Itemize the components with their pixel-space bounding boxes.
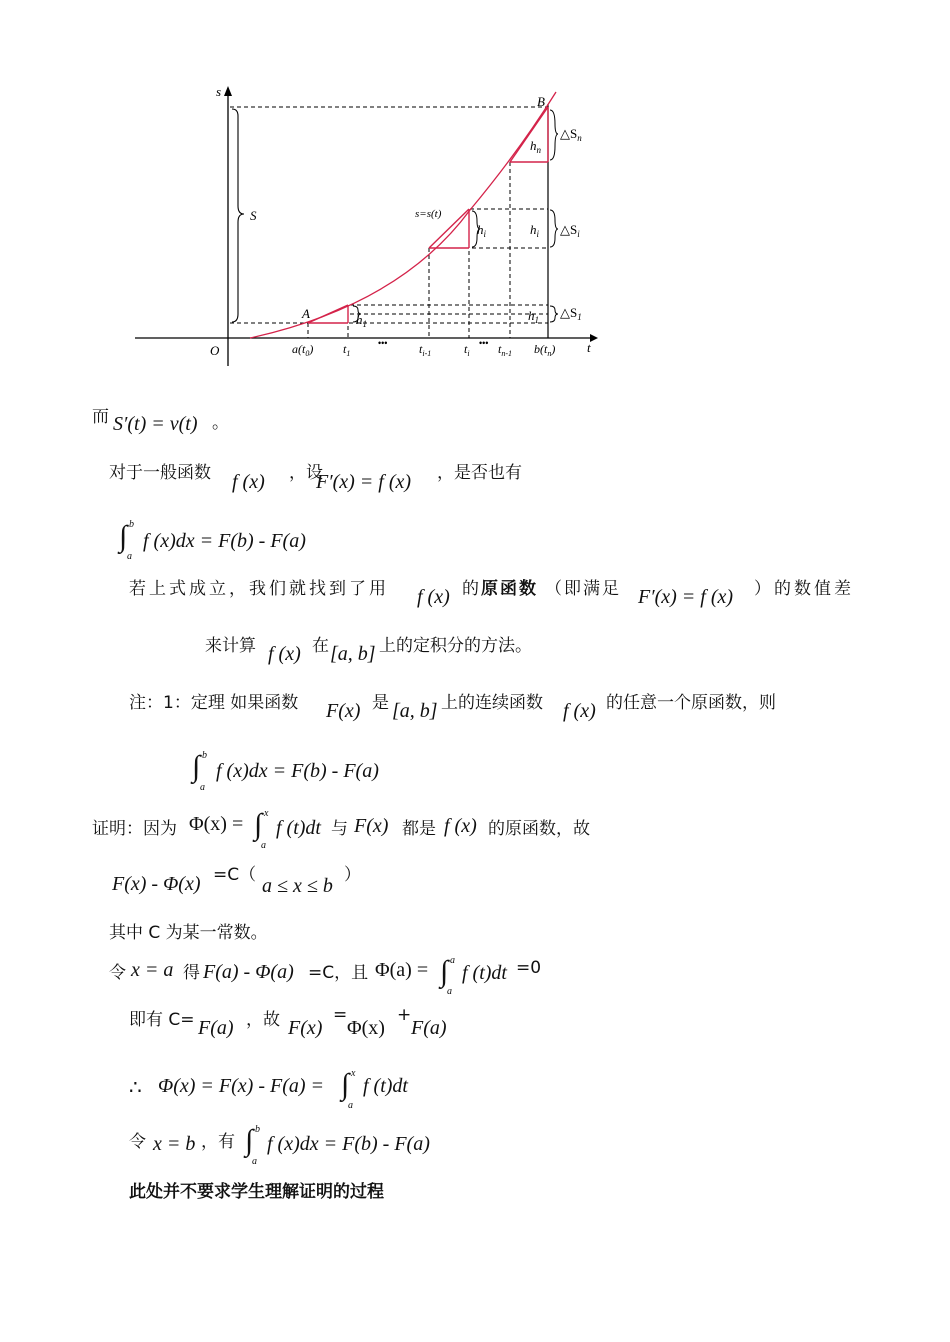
l6-text4: 的任意一个原函数，则 xyxy=(606,693,776,713)
tick-tn-1: $t_{n-1}$ xyxy=(498,342,513,358)
hn-label: $h_n$ xyxy=(530,138,541,155)
l3-expr: f (x)dx = F(b) - F(a) xyxy=(143,530,306,552)
l12-phi: Φ(x) xyxy=(347,1017,385,1039)
l15-note: 此处并不要求学生理解证明的过程 xyxy=(129,1182,384,1202)
dots-1: ••• xyxy=(378,338,388,348)
l8-upper-limit: x xyxy=(264,808,269,819)
delta-si-label: $\triangle S_i$ xyxy=(560,222,580,239)
l11-integrand: f (t)dt xyxy=(462,962,507,984)
delta-sn-label: $\triangle S_n$ xyxy=(560,126,582,143)
tick-t1: $t_1$ xyxy=(343,342,351,358)
hi-label-right: $h_i$ xyxy=(530,222,540,239)
l14-lower-limit: a xyxy=(252,1156,257,1167)
l7-expr: f (x)dx = F(b) - F(a) xyxy=(216,760,379,782)
l11-phi: Φ(a) = xyxy=(375,959,429,981)
l6-interval: [a, b] xyxy=(392,700,438,722)
tick-b-tn: $b(t_n)$ xyxy=(534,342,556,358)
tick-a-t0: $a(t_0)$ xyxy=(292,342,314,358)
l8-Fx: F(x) xyxy=(354,815,389,837)
l11-lower-limit: a xyxy=(447,986,452,997)
l4-text4: ）的数值差 xyxy=(754,579,854,599)
l8-fx: f (x) xyxy=(444,815,477,837)
l9-cond: a ≤ x ≤ b xyxy=(262,875,333,897)
l12-text2: ，故 xyxy=(246,1010,280,1030)
l5-interval: [a, b] xyxy=(330,643,376,665)
l4-fx: f (x) xyxy=(417,586,450,608)
l11-text3: =C，且 xyxy=(308,963,369,983)
l14-text2: ，有 xyxy=(201,1132,235,1152)
l12-Fx: F(x) xyxy=(288,1017,323,1039)
l1-prefix: 而 xyxy=(92,407,109,427)
l5-text3: 上的定积分的方法。 xyxy=(379,636,532,656)
l9-eq: =C（ xyxy=(213,865,257,885)
l10-text: 其中 C 为某一常数。 xyxy=(109,923,268,943)
brace-S xyxy=(232,109,244,322)
l14-integral-sign: ∫ xyxy=(245,1124,254,1157)
t-axis-arrow xyxy=(590,334,598,342)
l8-integrand: f (t)dt xyxy=(276,817,321,839)
h1-label-right: $h_1$ xyxy=(528,308,539,325)
l9-close: ） xyxy=(344,865,361,885)
l4-text1: 若上式成立，我们就找到了用 xyxy=(129,579,389,599)
l13-integrand: f (t)dt xyxy=(363,1075,408,1097)
curve-label: s=s(t) xyxy=(415,208,442,220)
l11-text2: 得 xyxy=(183,963,200,983)
s-brace-label: S xyxy=(250,208,257,223)
l13-upper-limit: x xyxy=(351,1068,356,1079)
l4-bold-term: 原函数 xyxy=(481,579,538,599)
l14-text1: 令 xyxy=(129,1132,146,1152)
dots-2: ••• xyxy=(479,338,489,348)
l1-suffix: 。 xyxy=(212,413,229,433)
l3-integral-sign: ∫ xyxy=(119,520,128,553)
hi-label-left: $h_i$ xyxy=(477,222,487,239)
l4-expr: F′(x) = f (x) xyxy=(638,586,734,608)
point-b-label: B xyxy=(537,94,545,109)
l11-text4: =0 xyxy=(516,958,542,978)
l12-text1: 即有 C= xyxy=(129,1010,195,1030)
l2-text1: 对于一般函数 xyxy=(109,463,211,483)
l13-lower-limit: a xyxy=(348,1100,353,1111)
axis-s-label: s xyxy=(216,84,222,99)
l7-lower-limit: a xyxy=(200,782,205,793)
s-axis-arrow xyxy=(224,86,232,96)
l8-lower-limit: a xyxy=(261,840,266,851)
l8-text2: 与 xyxy=(331,819,348,839)
l12-Fa: F(a) xyxy=(198,1017,234,1039)
l2-text3: ，是否也有 xyxy=(437,463,522,483)
l6-text3: 上的连续函数 xyxy=(441,693,543,713)
l7-integral-sign: ∫ xyxy=(192,750,201,783)
l14-upper-limit: b xyxy=(255,1124,260,1135)
l8-text4: 的原函数，故 xyxy=(488,819,590,839)
l14-expr: f (x)dx = F(b) - F(a) xyxy=(267,1133,430,1155)
l11-x-eq: x = a xyxy=(131,959,174,981)
l2-fx: f (x) xyxy=(232,471,265,493)
l8-integral-sign: ∫ xyxy=(254,808,263,841)
l13-integral-sign: ∫ xyxy=(341,1068,350,1101)
l11-upper-limit: a xyxy=(450,955,455,966)
h1-label: $h_1$ xyxy=(356,312,367,329)
l12-Fa2: F(a) xyxy=(411,1017,447,1039)
l2-text2: ，设 xyxy=(289,463,323,483)
l2-expr: F′(x) = f (x) xyxy=(316,471,412,493)
point-a-label: A xyxy=(302,306,310,321)
tick-ti: $t_i$ xyxy=(464,342,470,358)
l6-fx: f (x) xyxy=(563,700,596,722)
l7-upper-limit: b xyxy=(202,750,207,761)
l11-text1: 令 xyxy=(109,963,126,983)
l13-expr: Φ(x) = F(x) - F(a) = xyxy=(158,1075,325,1097)
l12-plus: + xyxy=(397,1005,412,1025)
l5-text1: 来计算 xyxy=(205,636,256,656)
l3-lower-limit: a xyxy=(127,551,132,562)
l8-text1: 证明：因为 xyxy=(92,819,177,839)
l6-Fx: F(x) xyxy=(326,700,361,722)
tick-ti-1: $t_{i-1}$ xyxy=(419,342,432,358)
l1-expr: S′(t) = v(t) xyxy=(113,413,198,435)
l6-text2: 是 xyxy=(372,693,389,713)
l6-text1: 注：1：定理 如果函数 xyxy=(129,693,299,713)
l12-eq: = xyxy=(333,1005,348,1025)
l4-text3: （即满足 xyxy=(545,579,621,599)
l11-expr: F(a) - Φ(a) xyxy=(203,961,294,983)
l13-therefore: ∴ xyxy=(129,1077,142,1099)
l3-upper-limit: b xyxy=(129,519,134,530)
l4-text2: 的 xyxy=(462,579,479,599)
axis-t-label: t xyxy=(587,340,591,355)
origin-label: O xyxy=(210,343,220,358)
l14-x-eq: x = b xyxy=(153,1133,196,1155)
l8-text3: 都是 xyxy=(402,819,436,839)
l5-text2: 在 xyxy=(312,636,329,656)
l9-expr: F(x) - Φ(x) xyxy=(112,873,201,895)
delta-s1-label: $\triangle S_1$ xyxy=(560,305,582,322)
l8-phi: Φ(x) = xyxy=(189,813,244,835)
l5-fx: f (x) xyxy=(268,643,301,665)
displacement-figure xyxy=(0,0,950,380)
l11-integral-sign: ∫ xyxy=(440,955,449,988)
